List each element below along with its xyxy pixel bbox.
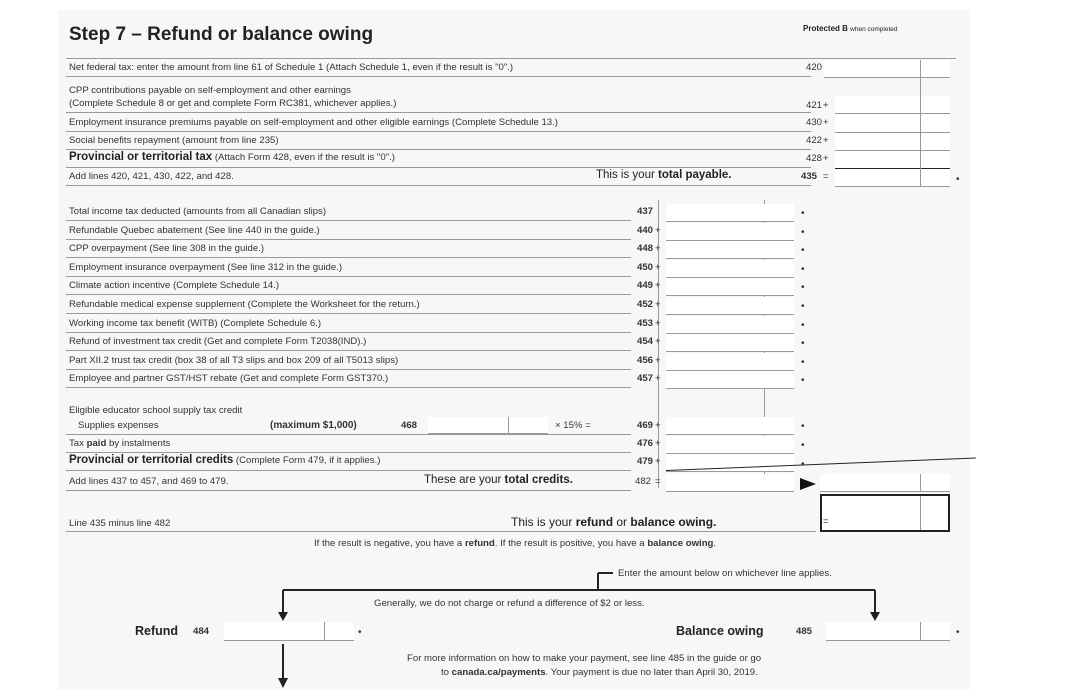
line-453-number: 453 (637, 318, 654, 329)
line-448-number: 448 (637, 243, 654, 254)
line-428-number: 428 (806, 153, 823, 164)
line-437-field[interactable] (666, 204, 794, 222)
line-468-field[interactable] (428, 417, 548, 434)
result-label: Line 435 minus line 482 (69, 518, 171, 529)
result-note: If the result is negative, you have a refund. If the result is positive, you have a balance owing. (314, 538, 717, 549)
line-422-field[interactable] (835, 133, 950, 151)
refund-field[interactable] (224, 622, 354, 641)
refund-label: Refund (135, 624, 179, 638)
payment-info-1: For more information on how to make your payment, see line 485 in the guide or go (407, 653, 762, 664)
line-454-label: Refund of investment tax credit (Get and complete Form T2038(IND).) (69, 336, 367, 347)
line-449-label: Climate action incentive (Complete Schedule 14.) (69, 280, 280, 291)
total-payable-label: This is your total payable. (596, 169, 732, 181)
line-456-field[interactable] (666, 353, 794, 371)
line-454-field[interactable] (666, 334, 794, 352)
line-457-number: 457 (637, 373, 654, 384)
percent-calc: × 15% = (555, 420, 591, 431)
refund-or-balance-label: This is your refund or balance owing. (511, 515, 717, 529)
line-469-field[interactable] (666, 417, 794, 435)
threshold-note: Generally, we do not charge or refund a difference of $2 or less. (374, 598, 645, 609)
line-421-label: CPP contributions payable on self-employment and other earnings (69, 85, 351, 96)
line-437-number: 437 (637, 206, 654, 217)
line-421-number: 421 (806, 100, 823, 111)
line-469-number: 469 (637, 420, 654, 431)
arrow-right-icon (800, 478, 816, 490)
credits-transfer-field[interactable] (820, 474, 950, 492)
line-435-number: 435 (801, 171, 818, 182)
tax-form-page: Step 7 – Refund or balance owing Protected B when completed Net federal tax: enter the amount from line 61 of Schedule 1 (Attach Schedule 1, even if the result is "0".) 420 CPP contributions payable on self-employment and other earnings (Complete Schedule 8 or get and complete Form RC381, whichever applies.) 421 + Employment insurance premiums payable on self-employment and other eligible earnings (Complete Schedule 13.) 430 + Social benefits repayment (amount from line 235) 422 + Provincial or territorial tax (Attach Form 428, even if the result is "0".) 428 + Add lines 420, 421, 430, 422, and 428. This is your total payable. 435 = • Eligible educator school supply tax credit Supplies expenses (maximum $1,000) 468 × 15% = 469 + • Tax paid by instalments 476 + • Provincial or territorial credits (Complete Form 479, if it applies.) 479 + • Add lines 437 to 457, and 469 to 479. These are your total credits. 482 = Line 435 minus line 482 This is your refund or balance owing. = If the result is negative, you have a refund. If the result is positive, you have a balance owing. Enter the amount below on whichever line applies. Generally, we do not charge or refund a difference of $2 or less. Refund 484 • Balance owing 485 • For more information on how to make your payment, see line 485 in the guide or go to canada.ca/payments. Your payment is due no later than April 30, 2019. Total income tax deducted (amounts from all Canadian slips) 437 • Refundable Quebec abatement (See line 440 in the guide.) 440 + • CPP overpayment (See line 308 in the guide.) 448 + • Employment insurance overpayment (See line 312 in the guide.) 450 + • Climate action incentive (Complete Schedule 14.) 449 + • Refundable medical expense supplement (Complete the Worksheet for the return.) 452 + • Working income tax benefit (WITB) (Complete Schedule 6.) 453 + • Refund of investment tax credit (Get and complete Form T2038(IND).) 454 + • Part XII.2 trust tax credit (box 38 of all T3 slips and box 209 of all T5013 slips) 456 + • Employee and partner GST/HST rebate (Get and complete Form GST370.) 457 + • (58, 10, 970, 690)
line-422-number: 422 (806, 135, 823, 146)
line-422-label: Social benefits repayment (amount from line 235) (69, 135, 279, 146)
line-452-label: Refundable medical expense supplement (Complete the Worksheet for the return.) (69, 299, 420, 310)
supplies-expenses-label: Supplies expenses (78, 420, 159, 431)
enter-amount-note: Enter the amount below on whichever line applies. (618, 568, 832, 579)
line-479-label: Provincial or territorial credits (Complete Form 479, if it applies.) (69, 454, 381, 466)
line-421-label-2: (Complete Schedule 8 or get and complete Form RC381, whichever applies.) (69, 98, 397, 109)
payment-info-2: to canada.ca/payments. Your payment is due no later than April 30, 2019. (441, 667, 758, 678)
line-454-number: 454 (637, 336, 654, 347)
line-485-number: 485 (796, 626, 813, 637)
line-420-label: Net federal tax: enter the amount from line 61 of Schedule 1 (Attach Schedule 1, even if the result is "0".) (69, 62, 514, 73)
refund-or-balance-field[interactable] (820, 494, 950, 532)
line-450-label: Employment insurance overpayment (See line 312 in the guide.) (69, 262, 343, 273)
line-468-number: 468 (401, 420, 418, 431)
line-449-field[interactable] (666, 278, 794, 296)
payments-link[interactable]: canada.ca/payments (451, 667, 546, 678)
line-456-label: Part XII.2 trust tax credit (box 38 of all T3 slips and box 209 of all T5013 slips) (69, 355, 399, 366)
line-437-label: Total income tax deducted (amounts from all Canadian slips) (69, 206, 327, 217)
line-453-field[interactable] (666, 316, 794, 334)
line-428-label: Provincial or territorial tax (Attach Form 428, even if the result is "0".) (69, 151, 395, 163)
balance-owing-label: Balance owing (676, 624, 764, 638)
line-452-field[interactable] (666, 297, 794, 315)
maximum-label: (maximum $1,000) (270, 420, 357, 431)
line-457-field[interactable] (666, 371, 794, 389)
line-453-label: Working income tax benefit (WITB) (Complete Schedule 6.) (69, 318, 322, 329)
line-457-label: Employee and partner GST/HST rebate (Get and complete Form GST370.) (69, 373, 389, 384)
line-435-field[interactable] (835, 169, 950, 187)
line-440-label: Refundable Quebec abatement (See line 440 in the guide.) (69, 225, 320, 236)
protected-notice: Protected B when completed (803, 24, 898, 33)
line-421-field[interactable] (835, 96, 950, 114)
line-420-field[interactable] (824, 60, 950, 78)
line-484-number: 484 (193, 626, 210, 637)
line-449-number: 449 (637, 280, 654, 291)
line-430-label: Employment insurance premiums payable on self-employment and other eligible earnings (Complete Schedule 13.) (69, 117, 559, 128)
line-448-field[interactable] (666, 241, 794, 259)
line-450-number: 450 (637, 262, 654, 273)
line-456-number: 456 (637, 355, 654, 366)
line-435-label: Add lines 420, 421, 430, 422, and 428. (69, 171, 234, 182)
line-479-number: 479 (637, 456, 654, 467)
page-title: Step 7 – Refund or balance owing (69, 24, 374, 45)
line-430-field[interactable] (835, 115, 950, 133)
line-452-number: 452 (637, 299, 654, 310)
line-450-field[interactable] (666, 260, 794, 278)
arrow-down-icon (276, 644, 290, 690)
line-476-number: 476 (637, 438, 654, 449)
line-476-field[interactable] (666, 436, 794, 454)
total-credits-label: These are your total credits. (424, 474, 573, 486)
educator-title: Eligible educator school supply tax credit (69, 405, 243, 416)
line-482-field[interactable] (666, 474, 794, 492)
line-428-field[interactable] (835, 151, 950, 169)
line-482-label: Add lines 437 to 457, and 469 to 479. (69, 476, 229, 487)
instalments-label: Tax paid by instalments (69, 438, 171, 449)
line-440-field[interactable] (666, 223, 794, 241)
line-440-number: 440 (637, 225, 654, 236)
balance-owing-field[interactable] (826, 622, 950, 641)
line-430-number: 430 (806, 117, 823, 128)
line-448-label: CPP overpayment (See line 308 in the guide.) (69, 243, 265, 254)
line-482-number: 482 (635, 476, 652, 487)
line-420-number: 420 (806, 62, 823, 73)
